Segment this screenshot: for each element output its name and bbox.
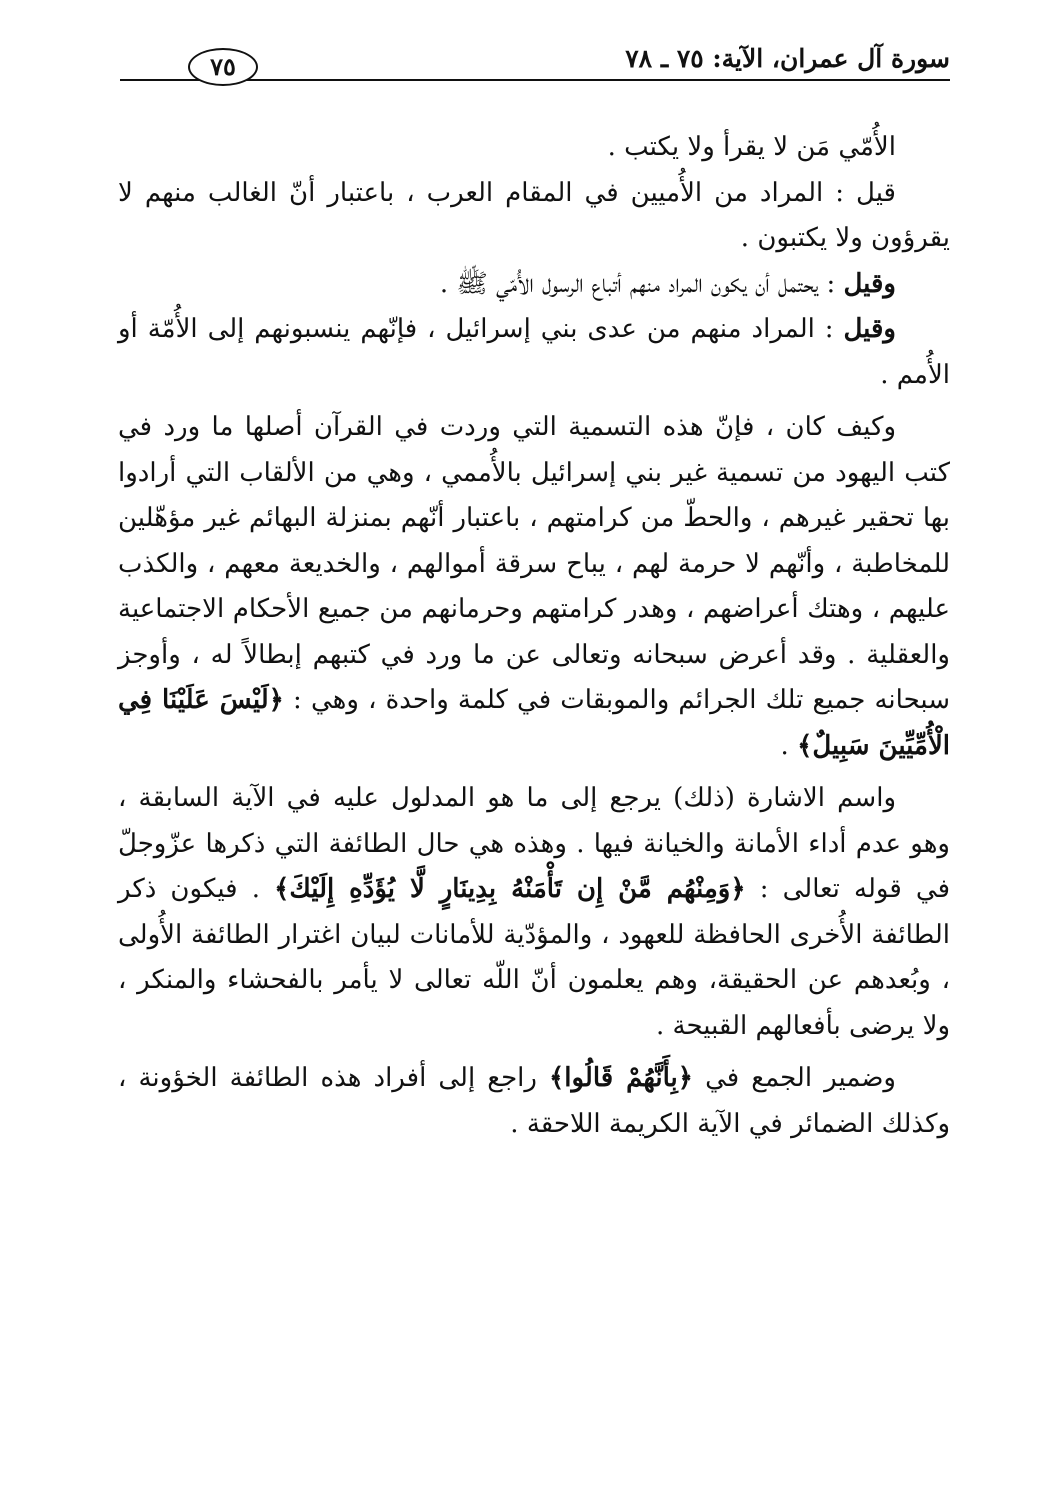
paragraph-text: : المراد منهم من عدى بني إسرائيل ، فإنّهم ينسبونهم إلى الأُمّة أو الأُمم . <box>118 314 950 390</box>
paragraph-naming-origin <box>118 405 950 769</box>
paragraph-definition <box>118 125 950 171</box>
paragraph-text: قيل : المراد من الأُميين في المقام العرب ، باعتبار أنّ الغالب منهم لا يقرؤون ولا يكتبون . <box>118 177 950 253</box>
paragraph-pronoun <box>118 1056 950 1147</box>
quran-quote: ﴿لَيْسَ عَلَيْنَا فِي الْأُمِّيِّينَ سَبِيلٌ﴾ <box>118 685 950 761</box>
paragraph-text: : يحتمل أن يكون المراد منهم أتباع الرسول الأُمّي ﷺ . <box>439 268 844 299</box>
quran-quote: ﴿وَمِنْهُم مَّنْ إِن تَأْمَنْهُ بِدِينَارٍ لَّا يُؤَدِّهِ إِلَيْكَ﴾ <box>274 874 746 904</box>
page-header <box>120 40 950 90</box>
paragraph-text-end: . فيكون ذكر الطائفة الأُخرى الحافظة للعهود ، والمؤدّية للأمانات لبيان اغترار الطائفة الأُولى ، وبُعدهم عن الحقيقة، وهم يعلمون أنّ اللّه تعالى لا يأمر بالفحشاء والمنكر ، ولا يرضى بأفعالهم القبيحة . <box>118 874 950 1041</box>
paragraph-text: الأُمّي مَن لا يقرأ ولا يكتب . <box>607 132 896 162</box>
running-title: سورة آل عمران، الآية: ٧٥ ـ ٧٨ <box>625 44 950 73</box>
page-number-badge: ٧٥ <box>188 48 258 86</box>
paragraph-opinion-3 <box>118 307 950 398</box>
paragraph-opinion-1 <box>118 171 950 262</box>
paragraph-text: وكيف كان ، فإنّ هذه التسمية التي وردت في القرآن أصلها ما ورد في كتب اليهود من تسمية غير بني إسرائيل بالأُممي ، وهي من الألقاب التي أرادوا بها تحقير غيرهم ، والحطّ من كرامتهم ، باعتبار أنّهم بمنزلة البهائم غير مؤهّلين للمخاطبة ، وأنّهم لا حرمة لهم ، يباح سرقة أموالهم ، والخديعة معهم ، والكذب عليهم ، وهتك أعراضهم ، وهدر كرامتهم وحرمانهم من جميع الأحكام الاجتماعية والعقلية . وقد أعرض سبحانه وتعالى عن ما ورد في كتبهم إبطالاً له ، وأوجز سبحانه جميع تلك الجرائم والموبقات في كلمة واحدة ، وهي : <box>118 412 950 715</box>
paragraph-opinion-2 <box>118 262 950 308</box>
lead-word: وقيل <box>843 268 896 299</box>
quran-quote: ﴿بِأَنَّهُمْ قَالُوا﴾ <box>549 1063 693 1093</box>
paragraph-demonstrative <box>118 776 950 1049</box>
lead-word: وقيل <box>843 314 896 344</box>
paragraph-text-end: . <box>780 730 798 761</box>
paragraph-text: واسم الاشارة (ذلك) يرجع إلى ما هو المدلول عليه في الآية السابقة ، وهو عدم أداء الأمانة والخيانة فيها . وهذه هي حال الطائفة التي ذكرها عزّوجلّ في قوله تعالى : <box>118 783 950 904</box>
paragraph-text: وضمير الجمع في <box>693 1063 896 1093</box>
main-text <box>118 125 950 1147</box>
paragraph-text-end: راجع إلى أفراد هذه الطائفة الخؤونة ، وكذلك الضمائر في الآية الكريمة اللاحقة . <box>118 1063 950 1139</box>
